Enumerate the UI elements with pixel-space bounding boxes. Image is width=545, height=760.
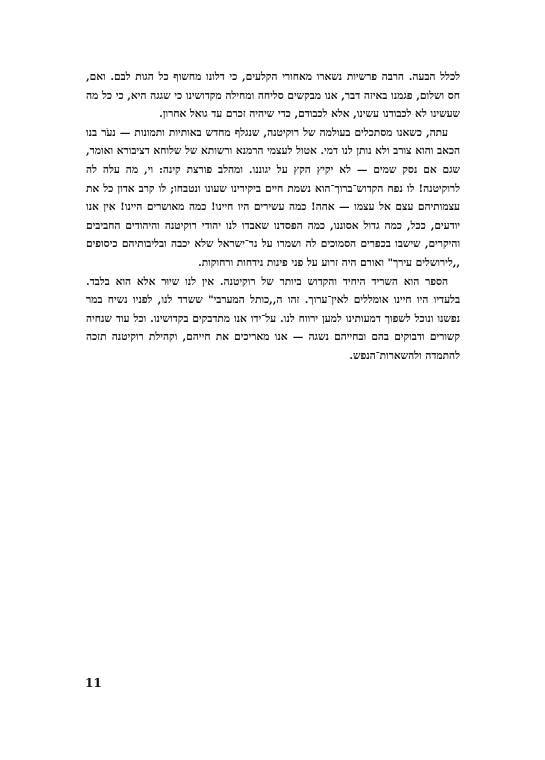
page-number: 11 <box>85 676 102 690</box>
paragraph-3: הספר הוא השריד היחיד והקדוש ביותר של רוקיטנה. אין לנו שיוּר אלא הוא בלבד. בלעדיו היו חיינו אומללים לאין־ערוך. זהו ה,,כותל המערבי" ששרד לנו, לפניו נשיח במר נפשנו ונוכל לשפוך דמעותינו למען ירווח לנו. על־ידו אנו מתדבקים בקדושינו. וכל עוד שנחיה קשורים ודבוקים בהם ובחייהם נשגה — אנו מאריכים את חייהם, וקהילת רוקיטנה תזכה להתמדה ולהשארות־הנפש. <box>86 275 460 362</box>
body-text <box>86 68 460 366</box>
paragraph-1: לכלל הבעה. הרבה פרשיות נשארו מאחורי הקלעים, כי דלונו מחשוף כל הגות לבם. ואם, חס ושלום, פגמנו באיזה דבר, אנו מבקשים סליחה ומחילה מקדושינו כי שגגה היא, כי כל מה שעשינו לא לכבודנו עשינו, אלא לכבודם, כדי שיהיה זכרם עד גואל אחרון. <box>86 71 460 121</box>
paragraph-2: עתה, כשאנו מסתכלים בעולמה של רוקיטנה, שנגלף מחדש באותיות ותמונות — נעֹר בנו הכאב והוא צורב ולא נותן לנו דמי. אטול לעצמי הרמנא ורשותא של שלוחא דציבורא ואומר, שגם אם נסק שמים — לא יקיץ הקץ על יגוננו. ומהלב פורצת קינה: וי, מה עלה לה לרוקיטנה! לו נפח הקדוש־ברוך־הוא נשמת חיים ביקירינו שעונו ונטבחו; לו קרב אדון כל את עצמותיהם עצם אל עצמו — אהה! כמה עשירים היו חיינו! כמה מאושרים היינו! אין אנו יודעים, ככל, כמה גדול אסוננו, כמה הפסדנו שאבדו לנו יהודי רוקיטנה והיהודים החביבים והיקרים, שישבו בכפרים הסמוכים לה ושמרו על נר־ישראל שלא יכבה ובליבותיהם כיסופים ,,לירושלים עירך" ואורם היה זרוע על פני פינות נידחות ורחוקות. <box>86 126 460 269</box>
